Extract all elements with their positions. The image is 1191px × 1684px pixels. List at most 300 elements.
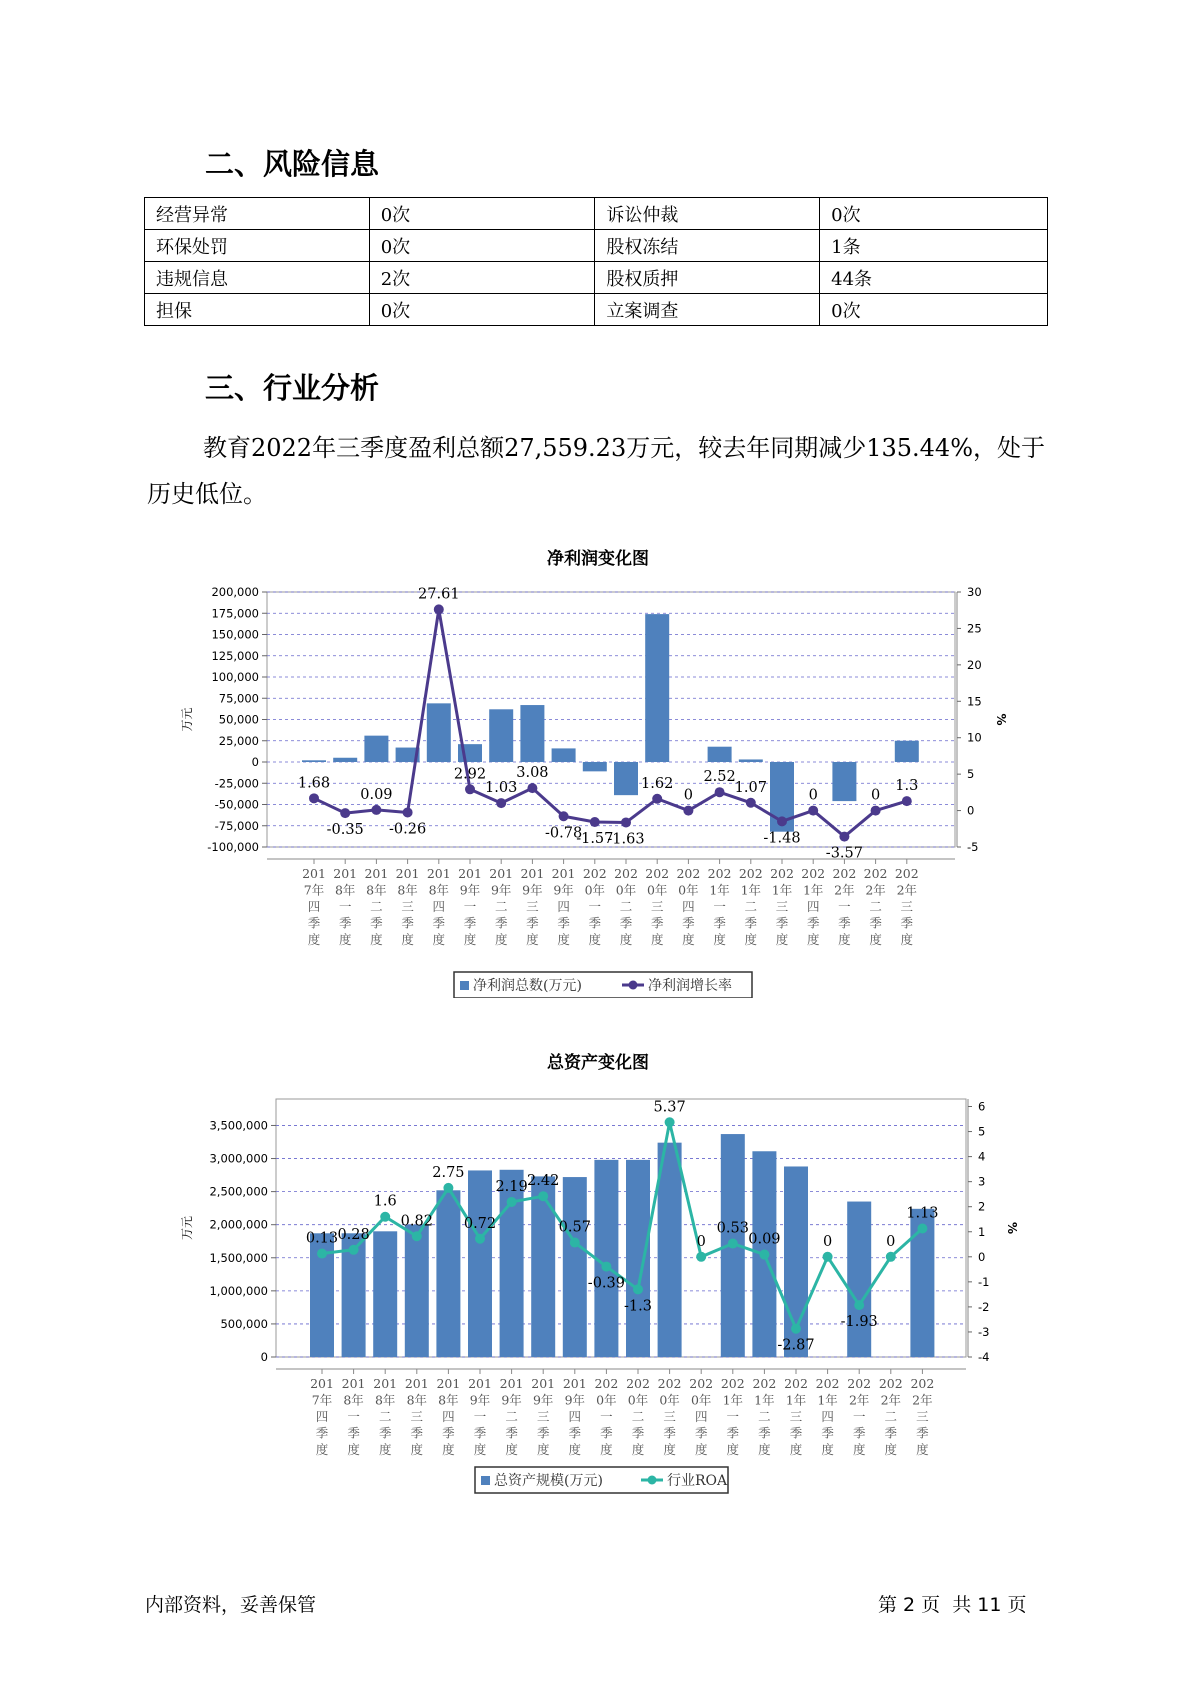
x-tick-label: 三 xyxy=(663,1409,676,1424)
bar xyxy=(552,748,576,762)
x-tick-label: 202 xyxy=(832,866,857,881)
data-label: 0 xyxy=(808,787,818,804)
risk-item-label: 违规信息 xyxy=(145,262,370,294)
x-tick-label: 度 xyxy=(338,932,352,947)
x-tick-label: 9年 xyxy=(490,882,512,898)
line-point xyxy=(559,811,569,821)
legend-bar-swatch xyxy=(460,981,469,990)
x-tick-label: 202 xyxy=(784,1376,808,1391)
x-tick-label: 度 xyxy=(473,1442,487,1457)
data-label: 5.37 xyxy=(653,1099,686,1116)
x-tick-label: 202 xyxy=(594,1376,619,1391)
x-tick-label: 四 xyxy=(694,1409,708,1424)
x-tick-label: 201 xyxy=(531,1376,556,1391)
x-tick-label: 季 xyxy=(600,1425,613,1441)
x-tick-label: 度 xyxy=(526,932,539,947)
x-tick-label: 度 xyxy=(410,1442,424,1457)
x-tick-label: 201 xyxy=(302,866,326,881)
line-point xyxy=(412,1231,422,1241)
x-tick-label: 201 xyxy=(310,1376,334,1391)
y-tick-label: -25,000 xyxy=(214,776,259,791)
x-tick-label: 度 xyxy=(600,1442,613,1457)
line-point xyxy=(403,807,413,817)
x-tick-label: 二 xyxy=(505,1409,518,1424)
x-tick-label: 三 xyxy=(526,899,539,914)
x-tick-label: 9年 xyxy=(522,882,543,898)
line-point xyxy=(538,1191,548,1201)
x-tick-label: 季 xyxy=(315,1425,329,1441)
bar xyxy=(427,703,451,762)
y-tick-label: 0 xyxy=(251,755,259,769)
line-point xyxy=(590,817,600,827)
data-label: 3.08 xyxy=(516,765,549,782)
line-point xyxy=(715,787,725,797)
x-tick-label: 度 xyxy=(401,932,414,947)
x-tick-label: 季 xyxy=(401,915,414,931)
x-tick-label: 季 xyxy=(378,1425,392,1441)
y-tick-label: 500,000 xyxy=(220,1316,268,1331)
line-point xyxy=(823,1252,833,1262)
data-label: 0.09 xyxy=(748,1231,781,1248)
x-tick-label: 2年 xyxy=(865,882,886,898)
data-label: 0.72 xyxy=(463,1215,497,1232)
line-point xyxy=(871,806,881,816)
x-tick-label: 0年 xyxy=(678,882,699,898)
legend-marker xyxy=(629,981,638,990)
line-point xyxy=(309,793,319,803)
risk-item-value: 0次 xyxy=(820,198,1048,230)
x-tick-label: 度 xyxy=(852,1442,866,1457)
x-tick-label: 度 xyxy=(789,1442,803,1457)
x-tick-label: 二 xyxy=(744,899,758,914)
line-point xyxy=(371,805,381,815)
x-tick-label: 季 xyxy=(726,1425,740,1441)
x-tick-label: 202 xyxy=(847,1376,872,1391)
line-point xyxy=(507,1197,517,1207)
x-tick-label: 季 xyxy=(821,1425,834,1441)
x-tick-label: 三 xyxy=(650,899,664,914)
x-tick-label: 202 xyxy=(752,1376,777,1391)
y2-tick-label: 2 xyxy=(978,1199,986,1214)
x-tick-label: 度 xyxy=(650,932,664,947)
line-point xyxy=(777,816,787,826)
x-tick-label: 201 xyxy=(499,1376,524,1391)
risk-item-value: 44条 xyxy=(820,262,1048,294)
data-label: 27.61 xyxy=(418,586,460,603)
x-tick-label: 一 xyxy=(473,1409,487,1424)
x-tick-label: 2年 xyxy=(848,1392,870,1408)
bar xyxy=(583,762,607,771)
x-tick-label: 季 xyxy=(473,1425,487,1441)
footer-page-number: 第 2 页 共 11 页 xyxy=(878,1594,1027,1616)
y2-tick-label: 6 xyxy=(978,1099,986,1114)
line-point xyxy=(854,1300,864,1310)
bar xyxy=(531,1176,555,1357)
x-tick-label: 一 xyxy=(713,899,726,914)
x-tick-label: 1年 xyxy=(709,882,730,898)
y-axis-label: 万元 xyxy=(180,707,194,732)
data-label: 0.57 xyxy=(558,1219,591,1236)
line-point xyxy=(340,808,350,818)
x-tick-label: 1年 xyxy=(785,1392,807,1408)
legend-bar-label: 总资产规模(万元) xyxy=(494,1473,603,1489)
x-tick-label: 度 xyxy=(378,1442,392,1457)
x-tick-label: 202 xyxy=(770,866,794,881)
footer-confidential: 内部资料，妥善保管 xyxy=(145,1594,317,1616)
data-label: 1.6 xyxy=(373,1193,397,1210)
y-tick-label: 2,500,000 xyxy=(209,1184,268,1199)
bar xyxy=(847,1202,871,1357)
x-tick-label: 度 xyxy=(631,1442,645,1457)
x-tick-label: 季 xyxy=(370,915,383,931)
x-tick-label: 季 xyxy=(442,1425,455,1441)
x-tick-label: 二 xyxy=(370,899,383,914)
x-tick-label: 201 xyxy=(364,866,389,881)
x-tick-label: 8年 xyxy=(334,882,356,898)
risk-item-label: 股权冻结 xyxy=(595,230,820,262)
y2-tick-label: -4 xyxy=(978,1350,990,1364)
x-tick-label: 季 xyxy=(789,1425,803,1441)
risk-item-value: 0次 xyxy=(369,294,595,326)
x-tick-label: 四 xyxy=(682,899,695,914)
data-label: 0 xyxy=(886,1233,896,1250)
x-tick-label: 度 xyxy=(884,1442,898,1457)
bar xyxy=(563,1177,587,1357)
data-label: 1.07 xyxy=(734,779,767,796)
line-point xyxy=(683,806,693,816)
x-tick-label: 202 xyxy=(689,1376,714,1391)
data-label: 2.19 xyxy=(495,1178,528,1195)
x-tick-label: 二 xyxy=(619,899,633,914)
data-label: -1.63 xyxy=(607,831,645,848)
line-point xyxy=(728,1239,738,1249)
x-tick-label: 8年 xyxy=(397,882,418,898)
data-label: -1.48 xyxy=(763,830,801,847)
x-tick-label: 9年 xyxy=(459,882,481,898)
data-label: 0 xyxy=(822,1233,833,1250)
line-point xyxy=(902,796,912,806)
x-tick-label: 季 xyxy=(775,915,789,931)
x-tick-label: 2年 xyxy=(880,1392,902,1408)
bar xyxy=(468,1170,492,1357)
x-tick-label: 度 xyxy=(838,932,851,947)
x-tick-label: 季 xyxy=(713,915,726,931)
x-tick-label: 季 xyxy=(619,915,633,931)
x-tick-label: 季 xyxy=(744,915,758,931)
x-tick-label: 201 xyxy=(341,1376,366,1391)
line-point xyxy=(570,1238,580,1248)
x-tick-label: 度 xyxy=(900,932,914,947)
x-tick-label: 202 xyxy=(910,1376,935,1391)
x-tick-label: 度 xyxy=(568,1442,582,1457)
x-tick-label: 度 xyxy=(821,1442,834,1457)
y-tick-label: 50,000 xyxy=(218,712,259,727)
x-tick-label: 度 xyxy=(682,932,695,947)
x-tick-label: 二 xyxy=(869,899,882,914)
y2-tick-label: -1 xyxy=(978,1274,990,1289)
x-tick-label: 季 xyxy=(663,1425,676,1441)
x-tick-label: 度 xyxy=(536,1442,550,1457)
chart-title: 净利润变化图 xyxy=(547,549,649,569)
x-tick-label: 度 xyxy=(370,932,383,947)
x-tick-label: 201 xyxy=(404,1376,429,1391)
risk-item-value: 0次 xyxy=(369,198,595,230)
x-tick-label: 二 xyxy=(631,1409,645,1424)
y2-tick-label: 5 xyxy=(978,1124,986,1139)
bar xyxy=(614,762,638,795)
y-tick-label: 200,000 xyxy=(211,585,259,599)
x-tick-label: 季 xyxy=(631,1425,645,1441)
x-tick-label: 四 xyxy=(557,899,570,914)
x-tick-label: 度 xyxy=(432,932,446,947)
x-tick-label: 202 xyxy=(582,866,607,881)
line-point xyxy=(317,1249,327,1259)
x-tick-label: 四 xyxy=(315,1409,329,1424)
industry-analysis-paragraph: 教育2022年三季度盈利总额27,559.23万元，较去年同期减少135.44%，处于历史低位。 xyxy=(147,434,1046,508)
x-tick-label: 8年 xyxy=(406,1392,428,1408)
y-tick-label: -100,000 xyxy=(207,840,259,854)
x-tick-label: 1年 xyxy=(740,882,762,898)
x-tick-label: 202 xyxy=(801,866,826,881)
bar xyxy=(364,736,388,762)
line-point xyxy=(652,794,662,804)
line-point xyxy=(527,783,537,793)
x-tick-label: 四 xyxy=(432,899,446,914)
table-row xyxy=(145,198,1048,230)
line-point xyxy=(443,1183,453,1193)
line-point xyxy=(746,798,756,808)
x-tick-label: 季 xyxy=(838,915,851,931)
x-tick-label: 度 xyxy=(315,1442,329,1457)
x-tick-label: 2年 xyxy=(912,1392,933,1408)
line-point xyxy=(475,1234,485,1244)
x-tick-label: 度 xyxy=(588,932,602,947)
x-tick-label: 7年 xyxy=(303,882,325,898)
data-label: 1.03 xyxy=(485,780,518,797)
data-label: 0 xyxy=(683,787,694,804)
table-row xyxy=(145,294,1048,326)
section-heading-risk: 二、风险信息 xyxy=(205,147,380,181)
x-tick-label: 三 xyxy=(916,1409,929,1424)
bar xyxy=(645,614,669,762)
data-label: 0 xyxy=(870,787,881,804)
x-tick-label: 三 xyxy=(401,899,414,914)
bar xyxy=(739,759,763,762)
x-tick-label: 季 xyxy=(869,915,882,931)
x-tick-label: 0年 xyxy=(690,1392,712,1408)
x-tick-label: 202 xyxy=(878,1376,903,1391)
y2-tick-label: 4 xyxy=(978,1149,986,1164)
data-label: -1.93 xyxy=(840,1314,878,1331)
x-tick-label: 度 xyxy=(806,932,820,947)
x-tick-label: 201 xyxy=(562,1376,587,1391)
data-label: -0.39 xyxy=(587,1275,625,1292)
x-tick-label: 202 xyxy=(676,866,701,881)
x-tick-label: 度 xyxy=(619,932,633,947)
table-row xyxy=(145,262,1048,294)
line-point xyxy=(759,1250,769,1260)
y-tick-label: 150,000 xyxy=(211,627,259,642)
chart-svg xyxy=(0,1047,1191,1507)
data-label: -0.78 xyxy=(545,825,583,842)
x-tick-label: 度 xyxy=(463,932,477,947)
x-tick-label: 季 xyxy=(900,915,914,931)
line-point xyxy=(886,1252,896,1262)
x-tick-label: 度 xyxy=(869,932,882,947)
x-tick-label: 202 xyxy=(863,866,888,881)
bar xyxy=(708,747,732,762)
x-tick-label: 二 xyxy=(494,899,508,914)
x-tick-label: 二 xyxy=(378,1409,392,1424)
x-tick-label: 季 xyxy=(557,915,570,931)
x-tick-label: 季 xyxy=(505,1425,518,1441)
x-tick-label: 度 xyxy=(307,932,321,947)
y-tick-label: 75,000 xyxy=(218,691,259,706)
line-point xyxy=(621,817,631,827)
table-row xyxy=(145,230,1048,262)
x-tick-label: 季 xyxy=(463,915,477,931)
x-tick-label: 8年 xyxy=(366,882,387,898)
section-heading-industry: 三、行业分析 xyxy=(205,371,380,405)
y-axis-label: 万元 xyxy=(180,1215,194,1241)
x-tick-label: 三 xyxy=(775,899,789,914)
x-tick-label: 9年 xyxy=(501,1392,522,1408)
chart-legend xyxy=(454,972,752,998)
bar xyxy=(302,760,326,762)
data-label: -3.57 xyxy=(825,845,863,862)
x-tick-label: 1年 xyxy=(771,882,793,898)
y2-tick-label: 0 xyxy=(978,1249,986,1264)
line-point xyxy=(380,1212,390,1222)
y2-tick-label: 20 xyxy=(967,657,982,672)
line-point xyxy=(917,1224,927,1234)
x-tick-label: 一 xyxy=(338,899,352,914)
total-assets-chart xyxy=(0,1047,1191,1507)
x-tick-label: 201 xyxy=(426,866,451,881)
x-tick-label: 8年 xyxy=(438,1392,459,1408)
y2-tick-label: 15 xyxy=(967,694,982,709)
risk-item-value: 0次 xyxy=(369,230,595,262)
data-label: 0 xyxy=(696,1233,706,1250)
data-label: -1.57 xyxy=(576,831,614,848)
line-point xyxy=(633,1284,643,1294)
x-tick-label: 1年 xyxy=(802,882,824,898)
x-tick-label: 0年 xyxy=(615,882,637,898)
x-tick-label: 度 xyxy=(494,932,508,947)
x-tick-label: 三 xyxy=(900,899,914,914)
x-tick-label: 0年 xyxy=(627,1392,649,1408)
x-tick-label: 四 xyxy=(806,899,820,914)
x-tick-label: 度 xyxy=(347,1442,360,1457)
x-tick-label: 1年 xyxy=(817,1392,838,1408)
x-tick-label: 0年 xyxy=(659,1392,680,1408)
net-profit-chart xyxy=(0,548,1191,998)
x-tick-label: 季 xyxy=(852,1425,866,1441)
x-tick-label: 一 xyxy=(588,899,602,914)
data-label: 2.92 xyxy=(453,766,487,783)
x-tick-label: 三 xyxy=(536,1409,550,1424)
y2-axis-label: % xyxy=(994,713,1008,726)
data-label: -1.3 xyxy=(624,1298,652,1315)
data-label: 2.52 xyxy=(703,769,736,786)
x-tick-label: 8年 xyxy=(343,1392,364,1408)
x-tick-label: 9年 xyxy=(469,1392,491,1408)
x-tick-label: 202 xyxy=(815,1376,840,1391)
x-tick-label: 201 xyxy=(489,866,514,881)
x-tick-label: 一 xyxy=(726,1409,740,1424)
x-tick-label: 四 xyxy=(821,1409,834,1424)
data-label: 0.82 xyxy=(400,1213,433,1230)
risk-item-label: 担保 xyxy=(145,294,370,326)
x-tick-label: 202 xyxy=(738,866,763,881)
data-label: 0.53 xyxy=(716,1220,749,1237)
x-tick-label: 季 xyxy=(432,915,446,931)
bar xyxy=(895,741,919,762)
x-tick-label: 度 xyxy=(713,932,726,947)
bar xyxy=(333,758,357,762)
line-point xyxy=(808,806,818,816)
y-tick-label: 0 xyxy=(260,1350,268,1364)
y-tick-label: 3,500,000 xyxy=(209,1118,268,1133)
y-tick-label: 1,500,000 xyxy=(209,1250,268,1265)
risk-item-label: 诉讼仲裁 xyxy=(595,198,820,230)
x-tick-label: 季 xyxy=(588,915,602,931)
data-label: 2.75 xyxy=(432,1164,465,1181)
x-tick-label: 度 xyxy=(442,1442,455,1457)
risk-item-label: 环保处罚 xyxy=(145,230,370,262)
data-label: 1.3 xyxy=(895,778,919,795)
x-tick-label: 0年 xyxy=(596,1392,617,1408)
x-tick-label: 季 xyxy=(758,1425,771,1441)
x-tick-label: 度 xyxy=(916,1442,929,1457)
x-tick-label: 二 xyxy=(884,1409,898,1424)
x-tick-label: 四 xyxy=(442,1409,455,1424)
data-label: 2.42 xyxy=(527,1173,560,1190)
y2-tick-label: 10 xyxy=(967,730,982,745)
x-tick-label: 8年 xyxy=(428,882,450,898)
x-tick-label: 度 xyxy=(694,1442,708,1457)
x-tick-label: 201 xyxy=(333,866,358,881)
x-tick-label: 度 xyxy=(663,1442,676,1457)
x-tick-label: 9年 xyxy=(564,1392,586,1408)
bar xyxy=(520,705,544,762)
x-tick-label: 7年 xyxy=(311,1392,333,1408)
data-label: 1.13 xyxy=(906,1205,939,1222)
x-tick-label: 202 xyxy=(645,866,670,881)
line-point xyxy=(665,1117,675,1127)
data-label: 0.09 xyxy=(360,786,393,803)
x-tick-label: 季 xyxy=(307,915,321,931)
x-tick-label: 1年 xyxy=(722,1392,744,1408)
line-point xyxy=(496,798,506,808)
x-tick-label: 201 xyxy=(436,1376,461,1391)
chart-title: 总资产变化图 xyxy=(547,1053,649,1073)
x-tick-label: 202 xyxy=(894,866,919,881)
x-tick-label: 季 xyxy=(568,1425,582,1441)
x-tick-label: 一 xyxy=(347,1409,360,1424)
data-label: -2.87 xyxy=(777,1337,815,1354)
bar xyxy=(405,1225,429,1357)
y-tick-label: 25,000 xyxy=(218,733,259,748)
x-tick-label: 季 xyxy=(650,915,664,931)
y-tick-label: 1,000,000 xyxy=(209,1283,268,1298)
legend-bar-label: 净利润总数(万元) xyxy=(473,978,582,994)
x-tick-label: 201 xyxy=(468,1376,492,1391)
legend-bar-swatch xyxy=(481,1476,490,1485)
line-point xyxy=(434,604,444,614)
x-tick-label: 9年 xyxy=(553,882,574,898)
x-tick-label: 201 xyxy=(551,866,576,881)
